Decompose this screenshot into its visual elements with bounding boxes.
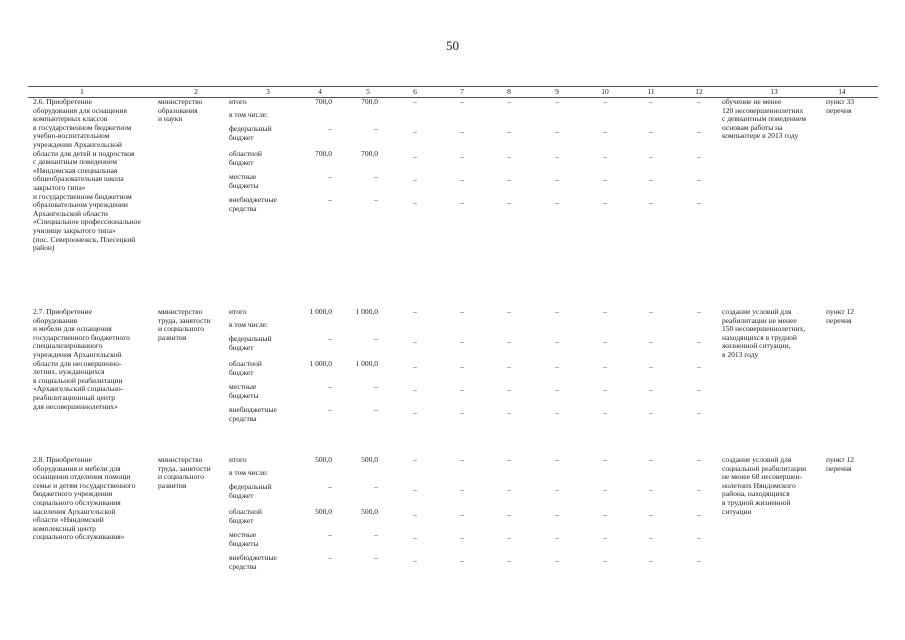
row-reference: пункт 12 перечня	[826, 455, 854, 473]
value-col-10: –	[603, 455, 607, 464]
value-col-11: –	[649, 556, 653, 565]
value-col-6: –	[413, 556, 417, 565]
value-col-4: 1 000,0	[309, 359, 332, 368]
header-cell-7: 7	[460, 87, 464, 96]
funding-source-label: федеральный бюджет	[229, 124, 272, 142]
value-col-12: –	[697, 97, 701, 106]
header-cell-2: 2	[194, 87, 198, 96]
value-col-9: –	[555, 127, 559, 136]
value-col-6: –	[413, 97, 417, 106]
row-executor: министерство образования и науки	[158, 97, 203, 124]
value-col-7: –	[460, 385, 464, 394]
header-cell-3: 3	[266, 87, 270, 96]
value-col-7: –	[460, 127, 464, 136]
value-col-8: –	[507, 385, 511, 394]
value-col-9: –	[555, 97, 559, 106]
funding-source-label: внебюджетные средства	[229, 405, 277, 423]
header-cell-10: 10	[601, 87, 609, 96]
value-col-4: 500,0	[315, 507, 332, 516]
funding-source-label: местные бюджеты	[229, 530, 259, 548]
value-col-10: –	[603, 198, 607, 207]
value-col-9: –	[555, 455, 559, 464]
value-col-5: 500,0	[361, 507, 378, 516]
value-col-9: –	[555, 510, 559, 519]
value-col-7: –	[460, 533, 464, 542]
value-col-6: –	[413, 485, 417, 494]
value-col-9: –	[555, 152, 559, 161]
value-col-8: –	[507, 408, 511, 417]
value-col-12: –	[697, 533, 701, 542]
value-col-7: –	[460, 97, 464, 106]
header-cell-14: 14	[838, 87, 846, 96]
value-col-11: –	[649, 175, 653, 184]
value-col-8: –	[507, 533, 511, 542]
funding-source-label: внебюджетные средства	[229, 553, 277, 571]
value-col-10: –	[603, 152, 607, 161]
value-col-12: –	[697, 307, 701, 316]
funding-source-label: внебюджетные средства	[229, 195, 277, 213]
value-col-4: –	[328, 195, 332, 204]
header-cell-12: 12	[695, 87, 703, 96]
value-col-4: 1 000,0	[309, 307, 332, 316]
value-col-7: –	[460, 152, 464, 161]
value-col-5: –	[374, 530, 378, 539]
value-col-12: –	[697, 152, 701, 161]
value-col-9: –	[555, 533, 559, 542]
value-col-10: –	[603, 307, 607, 316]
value-col-12: –	[697, 510, 701, 519]
row-executor: министерство труда, занятости и социального развития	[158, 307, 211, 342]
row-name: 2.6. Приобретение оборудования для оснащения компьютерных классов в государственном бюджетном учебно-воспитательном учреждении Архангельской области для детей и подростков с девиантным поведением «Няндомская специальная общеобразовательная школа закрытого типа» и государственном бюджетном образовательном учреждении Архангельской области «Специальное профессиональное училище закрытого типа» (пос. Североонежск, Плесецкий район)	[33, 97, 141, 253]
value-col-7: –	[460, 362, 464, 371]
value-col-8: –	[507, 152, 511, 161]
funding-source-label: областной бюджет	[229, 149, 262, 167]
value-col-11: –	[649, 485, 653, 494]
value-col-9: –	[555, 385, 559, 394]
header-cell-4: 4	[318, 87, 322, 96]
value-col-4: –	[328, 553, 332, 562]
value-col-4: –	[328, 172, 332, 181]
value-col-8: –	[507, 556, 511, 565]
value-col-7: –	[460, 198, 464, 207]
value-col-10: –	[603, 127, 607, 136]
value-col-8: –	[507, 455, 511, 464]
value-col-8: –	[507, 510, 511, 519]
value-col-11: –	[649, 307, 653, 316]
value-col-7: –	[460, 510, 464, 519]
value-col-4: 700,0	[315, 97, 332, 106]
value-col-4: 500,0	[315, 455, 332, 464]
value-col-5: –	[374, 124, 378, 133]
value-col-5: –	[374, 382, 378, 391]
value-col-7: –	[460, 337, 464, 346]
value-col-4: –	[328, 382, 332, 391]
row-reference: пункт 33 перечня	[826, 97, 854, 115]
header-cell-1: 1	[80, 87, 84, 96]
value-col-12: –	[697, 337, 701, 346]
value-col-4: –	[328, 530, 332, 539]
header-cell-6: 6	[413, 87, 417, 96]
value-col-10: –	[603, 556, 607, 565]
value-col-8: –	[507, 362, 511, 371]
value-col-9: –	[555, 307, 559, 316]
value-col-9: –	[555, 556, 559, 565]
funding-source-label: итого	[229, 97, 247, 106]
value-col-6: –	[413, 337, 417, 346]
funding-source-label: федеральный бюджет	[229, 334, 272, 352]
value-col-8: –	[507, 175, 511, 184]
value-col-9: –	[555, 175, 559, 184]
value-col-12: –	[697, 385, 701, 394]
value-col-5: 1 000,0	[355, 307, 378, 316]
row-executor: министерство труда, занятости и социального развития	[158, 455, 211, 490]
value-col-5: 1 000,0	[355, 359, 378, 368]
value-col-6: –	[413, 510, 417, 519]
value-col-6: –	[413, 198, 417, 207]
value-col-5: –	[374, 553, 378, 562]
value-col-7: –	[460, 307, 464, 316]
row-result: обучение не менее 120 несовершеннолетних с девиантным поведением основам работы на компьютере в 2013 году	[722, 97, 806, 141]
value-col-6: –	[413, 455, 417, 464]
value-col-11: –	[649, 362, 653, 371]
value-col-5: 700,0	[361, 149, 378, 158]
funding-source-label: в том числе:	[229, 468, 269, 477]
funding-source-label: в том числе:	[229, 320, 269, 329]
value-col-5: 500,0	[361, 455, 378, 464]
value-col-9: –	[555, 198, 559, 207]
value-col-9: –	[555, 362, 559, 371]
funding-source-label: областной бюджет	[229, 507, 262, 525]
funding-source-label: местные бюджеты	[229, 172, 259, 190]
value-col-6: –	[413, 385, 417, 394]
value-col-6: –	[413, 152, 417, 161]
value-col-8: –	[507, 198, 511, 207]
value-col-6: –	[413, 533, 417, 542]
value-col-5: –	[374, 482, 378, 491]
page-number: 50	[446, 38, 459, 53]
funding-source-label: областной бюджет	[229, 359, 262, 377]
value-col-11: –	[649, 127, 653, 136]
value-col-6: –	[413, 362, 417, 371]
funding-source-label: в том числе:	[229, 110, 269, 119]
value-col-8: –	[507, 97, 511, 106]
value-col-4: –	[328, 124, 332, 133]
value-col-6: –	[413, 307, 417, 316]
value-col-10: –	[603, 97, 607, 106]
value-col-9: –	[555, 337, 559, 346]
value-col-11: –	[649, 510, 653, 519]
value-col-4: –	[328, 482, 332, 491]
value-col-10: –	[603, 385, 607, 394]
value-col-7: –	[460, 408, 464, 417]
value-col-5: –	[374, 172, 378, 181]
row-reference: пункт 12 перечня	[826, 307, 854, 325]
value-col-11: –	[649, 337, 653, 346]
value-col-7: –	[460, 175, 464, 184]
value-col-10: –	[603, 533, 607, 542]
value-col-10: –	[603, 485, 607, 494]
value-col-12: –	[697, 455, 701, 464]
value-col-11: –	[649, 408, 653, 417]
value-col-12: –	[697, 408, 701, 417]
value-col-11: –	[649, 198, 653, 207]
row-name: 2.7. Приобретение оборудования и мебели для оснащения государственного бюджетного специализированного учреждения Архангельской области для несовершенно- летних, нуждающихся в социальной реабилитации «Архангельский социально- реабилитационный центр для несовершеннолетних»	[33, 307, 130, 411]
header-cell-9: 9	[555, 87, 559, 96]
header-cell-8: 8	[507, 87, 511, 96]
value-col-7: –	[460, 485, 464, 494]
funding-source-label: местные бюджеты	[229, 382, 259, 400]
value-col-5: –	[374, 334, 378, 343]
value-col-12: –	[697, 485, 701, 494]
value-col-12: –	[697, 175, 701, 184]
value-col-8: –	[507, 337, 511, 346]
value-col-10: –	[603, 510, 607, 519]
header-cell-5: 5	[366, 87, 370, 96]
value-col-5: –	[374, 405, 378, 414]
value-col-9: –	[555, 408, 559, 417]
funding-source-label: итого	[229, 307, 247, 316]
value-col-8: –	[507, 485, 511, 494]
value-col-11: –	[649, 455, 653, 464]
header-cell-11: 11	[647, 87, 655, 96]
value-col-7: –	[460, 556, 464, 565]
value-col-7: –	[460, 455, 464, 464]
value-col-11: –	[649, 152, 653, 161]
row-result: создание условий для социальной реабилитации не менее 60 несовершен- нолетних Няндомского района, находящихся в трудной жизненной ситуации	[722, 455, 807, 516]
value-col-8: –	[507, 307, 511, 316]
value-col-12: –	[697, 556, 701, 565]
funding-source-label: федеральный бюджет	[229, 482, 272, 500]
funding-source-label: итого	[229, 455, 247, 464]
value-col-10: –	[603, 408, 607, 417]
value-col-10: –	[603, 362, 607, 371]
value-col-12: –	[697, 362, 701, 371]
value-col-4: 700,0	[315, 149, 332, 158]
value-col-10: –	[603, 175, 607, 184]
value-col-12: –	[697, 127, 701, 136]
value-col-10: –	[603, 337, 607, 346]
header-cell-13: 13	[770, 87, 778, 96]
value-col-4: –	[328, 405, 332, 414]
value-col-6: –	[413, 175, 417, 184]
value-col-11: –	[649, 385, 653, 394]
value-col-5: –	[374, 195, 378, 204]
value-col-9: –	[555, 485, 559, 494]
value-col-6: –	[413, 127, 417, 136]
value-col-5: 700,0	[361, 97, 378, 106]
row-name: 2.8. Приобретение оборудования и мебели для оснащения отделения помощи семье и детям государственного бюджетного учреждения социального обслуживания населения Архангельской области «Няндомский комплексный центр социального обслуживания»	[33, 455, 136, 542]
value-col-4: –	[328, 334, 332, 343]
value-col-12: –	[697, 198, 701, 207]
value-col-11: –	[649, 533, 653, 542]
value-col-6: –	[413, 408, 417, 417]
row-result: создание условий для реабилитации не менее 150 несовершеннолетних, находящихся в трудной жизненной ситуации, в 2013 году	[722, 307, 806, 359]
value-col-8: –	[507, 127, 511, 136]
value-col-11: –	[649, 97, 653, 106]
